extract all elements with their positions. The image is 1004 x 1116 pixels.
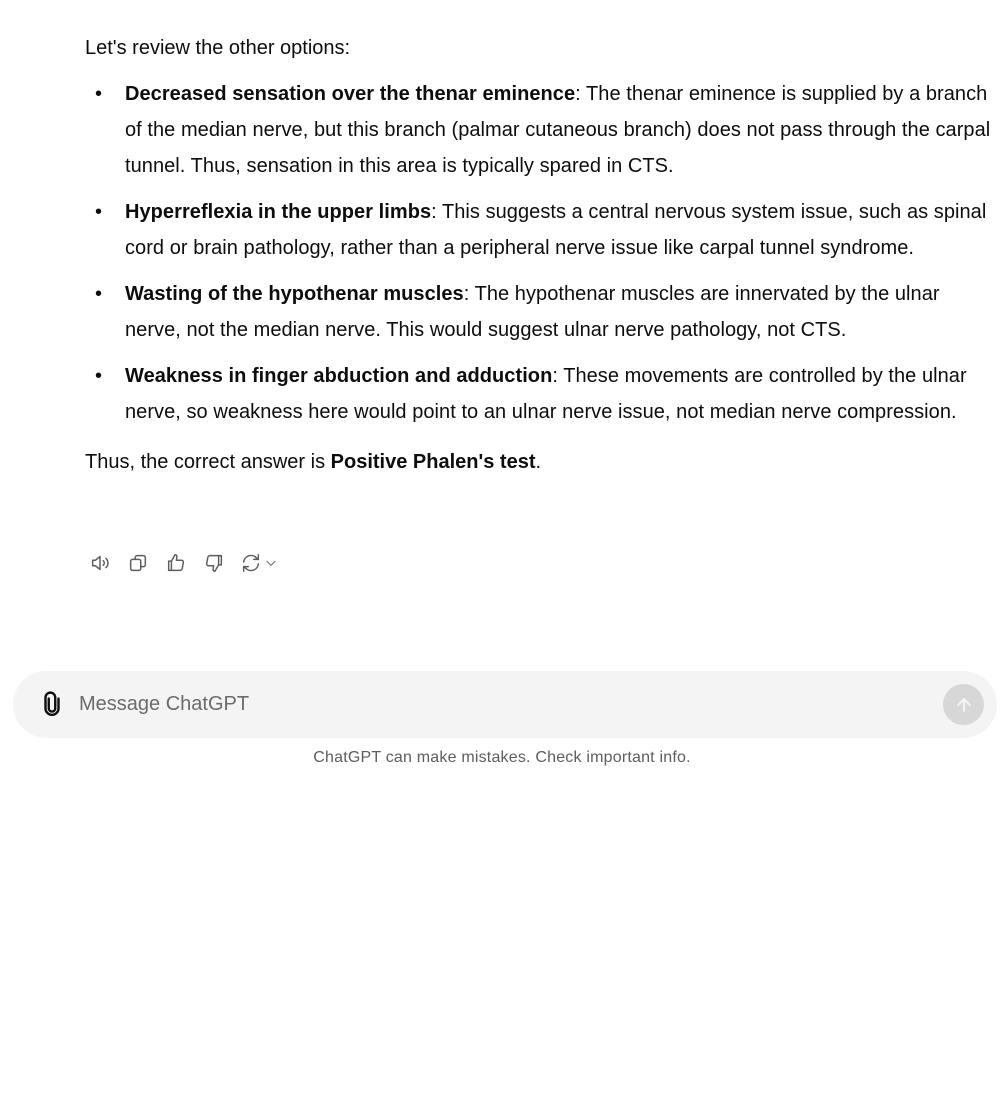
option-term: Weakness in finger abduction and adduction	[125, 365, 553, 387]
list-item	[95, 76, 995, 184]
option-explanation: : This suggests a central nervous system issue, such as spinal cord or brain pathology, rather than a peripheral nerve issue like carpal tunnel syndrome.	[125, 201, 987, 259]
bullet-icon: •	[95, 283, 103, 305]
conclusion-prefix: Thus, the correct answer is	[85, 451, 331, 473]
thumbs-up-icon	[165, 552, 187, 574]
conclusion-answer: Positive Phalen's test	[330, 451, 536, 473]
copy-button[interactable]	[123, 548, 153, 578]
arrow-up-icon	[954, 695, 974, 715]
refresh-icon	[240, 552, 262, 574]
chevron-down-icon	[264, 556, 278, 570]
bullet-icon: •	[95, 365, 103, 387]
option-term: Wasting of the hypothenar muscles	[125, 283, 464, 305]
read-aloud-button[interactable]	[85, 548, 115, 578]
send-button[interactable]	[943, 684, 984, 725]
option-term: Hyperreflexia in the upper limbs	[125, 201, 432, 223]
bullet-icon: •	[95, 201, 103, 223]
message-composer	[13, 671, 997, 738]
conclusion-suffix: .	[535, 451, 542, 473]
list-item	[95, 194, 995, 266]
option-explanation: : The thenar eminence is supplied by a branch of the median nerve, but this branch (palmar cutaneous branch) does not pass through the carpal tunnel. Thus, sensation in this area is typically spared in CTS.	[125, 83, 991, 177]
message-actions	[85, 548, 289, 578]
message-input[interactable]	[79, 687, 919, 721]
option-explanation: : These movements are controlled by the ulnar nerve, so weakness here would point to an ulnar nerve issue, not median nerve compression.	[125, 365, 967, 423]
thumbs-down-icon	[203, 552, 225, 574]
option-term: Decreased sensation over the thenar eminence	[125, 83, 576, 105]
list-item	[95, 276, 995, 348]
regenerate-button[interactable]	[237, 548, 281, 578]
disclaimer-text: ChatGPT can make mistakes. Check important info.	[313, 749, 691, 766]
attach-button[interactable]	[37, 689, 67, 719]
message-conclusion	[85, 444, 995, 480]
paperclip-icon	[39, 691, 65, 717]
bullet-icon: •	[95, 83, 103, 105]
good-response-button[interactable]	[161, 548, 191, 578]
speaker-icon	[89, 552, 111, 574]
option-explanation: : The hypothenar muscles are innervated by the ulnar nerve, not the median nerve. This would suggest ulnar nerve pathology, not CTS.	[125, 283, 940, 341]
assistant-message	[85, 30, 995, 480]
message-intro: Let's review the other options:	[85, 37, 351, 59]
copy-icon	[127, 552, 149, 574]
bad-response-button[interactable]	[199, 548, 229, 578]
list-item	[95, 358, 995, 430]
options-list	[85, 76, 995, 430]
